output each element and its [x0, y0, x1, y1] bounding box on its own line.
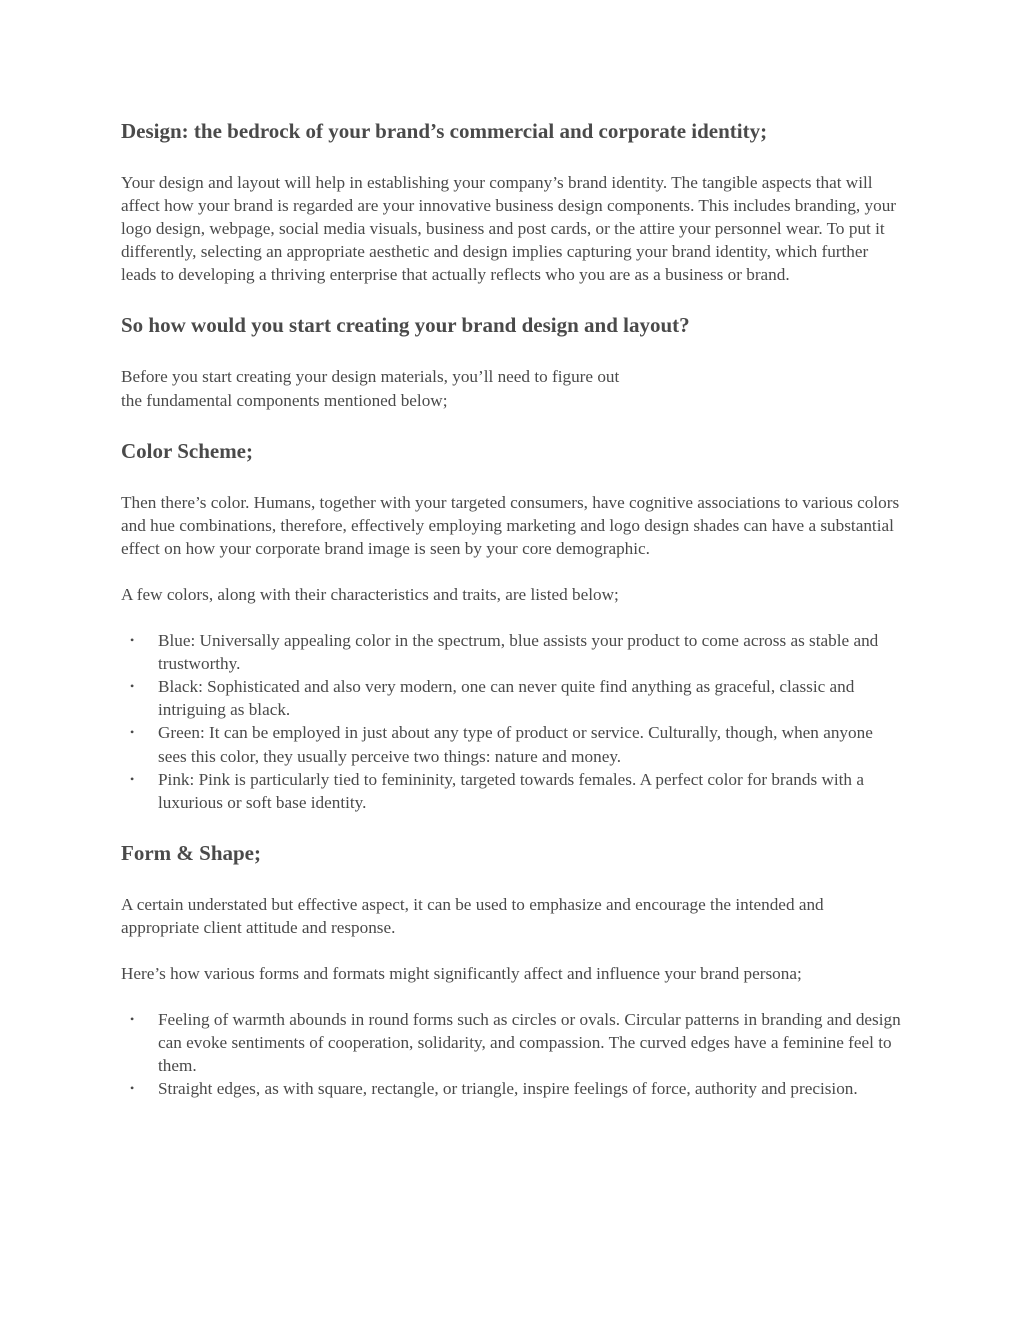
- paragraph-color-list-intro: A few colors, along with their characteristics and traits, are listed below;: [121, 584, 619, 604]
- paragraph-start-intro: [121, 365, 901, 411]
- bullet-icon: •: [130, 1081, 135, 1096]
- bullet-icon: •: [130, 725, 135, 740]
- form-list: [121, 1008, 901, 1100]
- heading-color-scheme: Color Scheme;: [121, 438, 253, 463]
- heading-form-shape: Form & Shape;: [121, 840, 261, 865]
- list-item-text: Black: Sophisticated and also very modern, one can never quite find anything as graceful, classic and intriguing as black.: [158, 677, 855, 720]
- list-item-text: Straight edges, as with square, rectangle, or triangle, inspire feelings of force, authority and precision.: [158, 1079, 858, 1099]
- list-item: [121, 1008, 901, 1077]
- paragraph-design-intro: Your design and layout will help in establishing your company’s brand identity. The tangible aspects that will affect how your brand is regarded are your innovative business design components. This includes branding, your logo design, webpage, social media visuals, business and post cards, or the attire your personnel wear. To put it differently, selecting an appropriate aesthetic and design implies capturing your brand identity, which further leads to developing a thriving enterprise that actually reflects who you are as a business or brand.: [121, 173, 897, 285]
- list-item-text: Blue: Universally appealing color in the spectrum, blue assists your product to come across as stable and trustworthy.: [158, 631, 879, 674]
- paragraph-start-line-2: the fundamental components mentioned below;: [121, 390, 448, 410]
- list-item-text: Pink: Pink is particularly tied to femininity, targeted towards females. A perfect color for brands with a luxurious or soft base identity.: [158, 769, 864, 812]
- paragraph-form-list-intro: Here’s how various forms and formats might significantly affect and influence your brand persona;: [121, 963, 802, 983]
- list-item: [121, 1077, 901, 1100]
- bullet-icon: •: [130, 633, 135, 648]
- bullet-icon: •: [130, 679, 135, 694]
- paragraph-start-line-1: Before you start creating your design materials, you’ll need to figure out: [121, 367, 620, 387]
- bullet-icon: •: [130, 771, 135, 786]
- list-item-text: Green: It can be employed in just about any type of product or service. Culturally, though, when anyone sees this color, they usually perceive two things: nature and money.: [158, 723, 873, 766]
- document-page: [121, 118, 901, 1100]
- heading-design: Design: the bedrock of your brand’s commercial and corporate identity;: [121, 119, 768, 143]
- paragraph-form-intro: A certain understated but effective aspect, it can be used to emphasize and encourage the intended and appropriate client attitude and response.: [121, 894, 824, 937]
- list-item: [121, 675, 901, 721]
- list-item: [121, 629, 901, 675]
- list-item: [121, 768, 901, 814]
- bullet-icon: •: [130, 1012, 135, 1027]
- color-list: [121, 629, 901, 814]
- list-item-text: Feeling of warmth abounds in round forms such as circles or ovals. Circular patterns in branding and design can evoke sentiments of cooperation, solidarity, and compassion. The curved edges have a feminine feel to them.: [158, 1010, 901, 1076]
- list-item: [121, 721, 901, 767]
- paragraph-color-intro: Then there’s color. Humans, together with your targeted consumers, have cognitive associations to various colors and hue combinations, therefore, effectively employing marketing and logo design shades can have a substantial effect on how your corporate brand image is seen by your core demographic.: [121, 492, 900, 558]
- heading-start: So how would you start creating your brand design and layout?: [121, 313, 690, 338]
